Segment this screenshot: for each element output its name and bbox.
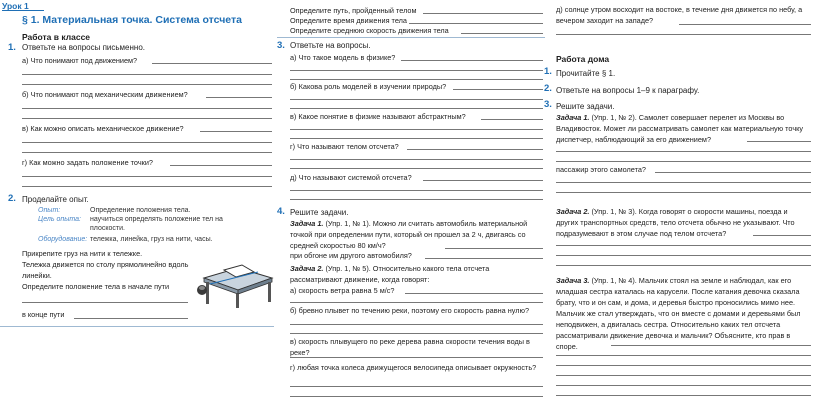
task-instruction: Ответьте на вопросы письменно. xyxy=(22,43,146,52)
answer-line[interactable] xyxy=(290,108,543,109)
problem-item-d: г) любая точка колеса движущегося велосипеда описывает окружность? xyxy=(290,363,537,372)
answer-line[interactable] xyxy=(556,375,811,376)
problem-item-c: в) скорость плывущего по реке дерева равна скорости течения воды в реке? xyxy=(290,337,530,357)
lesson-underline xyxy=(2,10,44,11)
answer-line[interactable] xyxy=(423,13,543,14)
answer-line[interactable] xyxy=(152,63,272,64)
task-number: 4. xyxy=(277,206,285,217)
question-a: а) Что такое модель в физике? xyxy=(290,53,396,62)
cart-on-table-illustration xyxy=(196,248,274,310)
middle-column xyxy=(277,0,545,409)
answer-line[interactable] xyxy=(170,165,272,166)
problem-item-b: б) бревно плывет по течению реки, поэтому его скорость равна нулю? xyxy=(290,306,530,315)
answer-line[interactable] xyxy=(481,119,543,120)
lesson-number: Урок 1 xyxy=(2,1,29,11)
task-instruction: Решите задачи. xyxy=(556,102,615,111)
answer-line[interactable] xyxy=(74,318,188,319)
answer-line[interactable] xyxy=(556,151,811,152)
problem-text: (Упр. 1, № 5). Относительно какого тела отсчета рассматривают движение, когда говорят: xyxy=(290,264,490,284)
problem-text: (Упр. 1, № 2). Самолет совершает перелет из Москвы во Владивосток. Может ли рассматривать самолет как материальную точку диспетчер, наблюдающий за его движением? xyxy=(556,113,804,144)
answer-line[interactable] xyxy=(290,324,543,325)
answer-line[interactable] xyxy=(655,172,811,173)
answer-line[interactable] xyxy=(407,149,543,150)
question-e: д) Что называют системой отсчета? xyxy=(290,173,412,182)
problem-2 xyxy=(290,263,543,285)
answer-line[interactable] xyxy=(290,99,543,100)
answer-line[interactable] xyxy=(461,33,543,34)
task-number: 1. xyxy=(544,66,552,77)
page-title: § 1. Материальная точка. Система отсчета xyxy=(22,14,242,26)
problem-text: (Упр. 1, № 3). Когда говорят о скорости машины, поезда и других транспортных средств, тело отсчета обычно не указывают. Что подразумевают в этом случае под телом отсчета? xyxy=(556,207,795,238)
problem-subquestion: пассажир этого самолета? xyxy=(556,165,646,174)
class-work-heading: Работа в классе xyxy=(22,32,91,42)
answer-line[interactable] xyxy=(290,129,543,130)
answer-line[interactable] xyxy=(290,168,543,169)
left-column xyxy=(0,0,274,409)
task-instruction: Прочитайте § 1. xyxy=(556,69,616,78)
answer-line[interactable] xyxy=(556,365,811,366)
answer-line[interactable] xyxy=(290,138,543,139)
experiment-label: Опыт: xyxy=(38,207,61,214)
question-b: б) Что понимают под механическим движением? xyxy=(22,90,188,99)
task-line: Определите время движения тела xyxy=(290,16,407,25)
question-b: б) Какова роль моделей в изучении природы? xyxy=(290,82,447,91)
answer-line[interactable] xyxy=(445,248,543,249)
task-instruction: Решите задачи. xyxy=(290,208,349,217)
answer-line[interactable] xyxy=(22,142,272,143)
question-c: в) Как можно описать механическое движение? xyxy=(22,124,184,133)
section-divider xyxy=(277,37,545,38)
answer-line[interactable] xyxy=(290,70,543,71)
task-instruction: Проделайте опыт. xyxy=(22,195,89,204)
answer-line[interactable] xyxy=(200,131,272,132)
answer-line[interactable] xyxy=(423,180,543,181)
answer-line[interactable] xyxy=(22,176,272,177)
answer-line[interactable] xyxy=(556,182,811,183)
home-problem-3 xyxy=(556,275,811,352)
problem-text: (Упр. 1, № 1). Можно ли считать автомобиль материальной точкой при определении пути, который он прошел за 2 ч, двигаясь со средней скоростью 80 км/ч? xyxy=(290,219,528,250)
question-d: г) Как можно задать положение точки? xyxy=(22,158,153,167)
task-number: 3. xyxy=(277,40,285,51)
equipment-text: тележка, линейка, груз на нити, часы. xyxy=(90,236,213,243)
answer-line[interactable] xyxy=(556,255,811,256)
problem-text: (Упр. 1, № 4). Мальчик стоял на земле и наблюдал, как его младшая сестра каталась на карусели. После катания девочка сказала брату, что и он сам, и дома, и деревья быстро проносились мимо нее. Мальчик же стал утверждать, что он вместе с домами и деревьями был неподвижен, а двигалась сестра. Относительно каких тел отсчета рассматривали движение девочка и мальчик? Объясните, кто прав в споре. xyxy=(556,276,801,351)
answer-line[interactable] xyxy=(22,186,272,187)
answer-line[interactable] xyxy=(453,89,543,90)
answer-line[interactable] xyxy=(290,357,543,358)
task-line: Определите среднюю скорость движения тела xyxy=(290,26,449,35)
problem-item-d-continued: д) солнце утром восходит на востоке, в течение дня движется по небу, а вечером заходит на западе? xyxy=(556,5,803,25)
answer-line[interactable] xyxy=(556,34,811,35)
question-a: а) Что понимают под движением? xyxy=(22,56,138,65)
problem-label: Задача 3. xyxy=(556,276,590,285)
answer-line[interactable] xyxy=(611,345,811,346)
answer-line[interactable] xyxy=(401,60,543,61)
answer-line[interactable] xyxy=(405,293,543,294)
answer-line[interactable] xyxy=(290,333,543,334)
problem-subquestion: при обгоне им другого автомобиля? xyxy=(290,251,412,260)
instruction-line: в конце пути xyxy=(22,310,65,319)
answer-line[interactable] xyxy=(556,265,811,266)
answer-line[interactable] xyxy=(290,199,543,200)
answer-line[interactable] xyxy=(679,24,811,25)
right-column xyxy=(544,0,816,409)
answer-line[interactable] xyxy=(556,395,811,396)
question-c: в) Какое понятие в физике называют абстрактным? xyxy=(290,112,466,121)
answer-line[interactable] xyxy=(290,302,543,303)
answer-line[interactable] xyxy=(22,84,272,85)
answer-line[interactable] xyxy=(556,385,811,386)
task-number: 2. xyxy=(544,83,552,94)
answer-line[interactable] xyxy=(290,79,543,80)
problem-label: Задача 2. xyxy=(290,264,324,273)
answer-line[interactable] xyxy=(22,152,272,153)
section-divider xyxy=(0,326,274,327)
instruction-line: Тележка движется по столу прямолинейно вдоль линейки. xyxy=(22,260,189,280)
problem-label: Задача 1. xyxy=(556,113,590,122)
answer-line[interactable] xyxy=(425,258,543,259)
answer-line[interactable] xyxy=(22,74,272,75)
answer-line[interactable] xyxy=(290,190,543,191)
problem-item-a: а) скорость ветра равна 5 м/с? xyxy=(290,286,395,295)
answer-line[interactable] xyxy=(22,108,272,109)
equipment-label: Оборудование: xyxy=(38,236,88,243)
answer-line[interactable] xyxy=(22,302,188,303)
answer-line[interactable] xyxy=(747,141,811,142)
answer-line[interactable] xyxy=(753,235,811,236)
answer-line[interactable] xyxy=(290,386,543,387)
task-number: 3. xyxy=(544,99,552,110)
question-d: г) Что называют телом отсчета? xyxy=(290,142,399,151)
home-work-heading: Работа дома xyxy=(556,54,610,64)
answer-line[interactable] xyxy=(290,396,543,397)
task-instruction: Ответьте на вопросы. xyxy=(290,41,371,50)
aim-label: Цель опыта: xyxy=(38,216,81,223)
answer-line[interactable] xyxy=(290,159,543,160)
answer-line[interactable] xyxy=(556,355,811,356)
task-line: Определите путь, пройденный телом xyxy=(290,6,417,15)
problem-label: Задача 1. xyxy=(290,219,324,228)
task-number: 1. xyxy=(8,42,16,53)
instruction-line: Определите положение тела в начале пути xyxy=(22,282,170,291)
problem-label: Задача 2. xyxy=(556,207,590,216)
problem-1 xyxy=(290,218,543,251)
answer-line[interactable] xyxy=(556,192,811,193)
task-number: 2. xyxy=(8,193,16,204)
answer-line[interactable] xyxy=(556,161,811,162)
answer-line[interactable] xyxy=(206,97,272,98)
answer-line[interactable] xyxy=(409,23,543,24)
answer-line[interactable] xyxy=(22,118,272,119)
instruction-line: Прикрепите груз на нити к тележке. xyxy=(22,249,143,258)
experiment-text: Определение положения тела. xyxy=(90,207,191,214)
task-instruction: Ответьте на вопросы 1–9 к параграфу. xyxy=(556,86,700,95)
aim-text: научиться определять положение тел на плоскости. xyxy=(90,216,223,232)
answer-line[interactable] xyxy=(556,245,811,246)
